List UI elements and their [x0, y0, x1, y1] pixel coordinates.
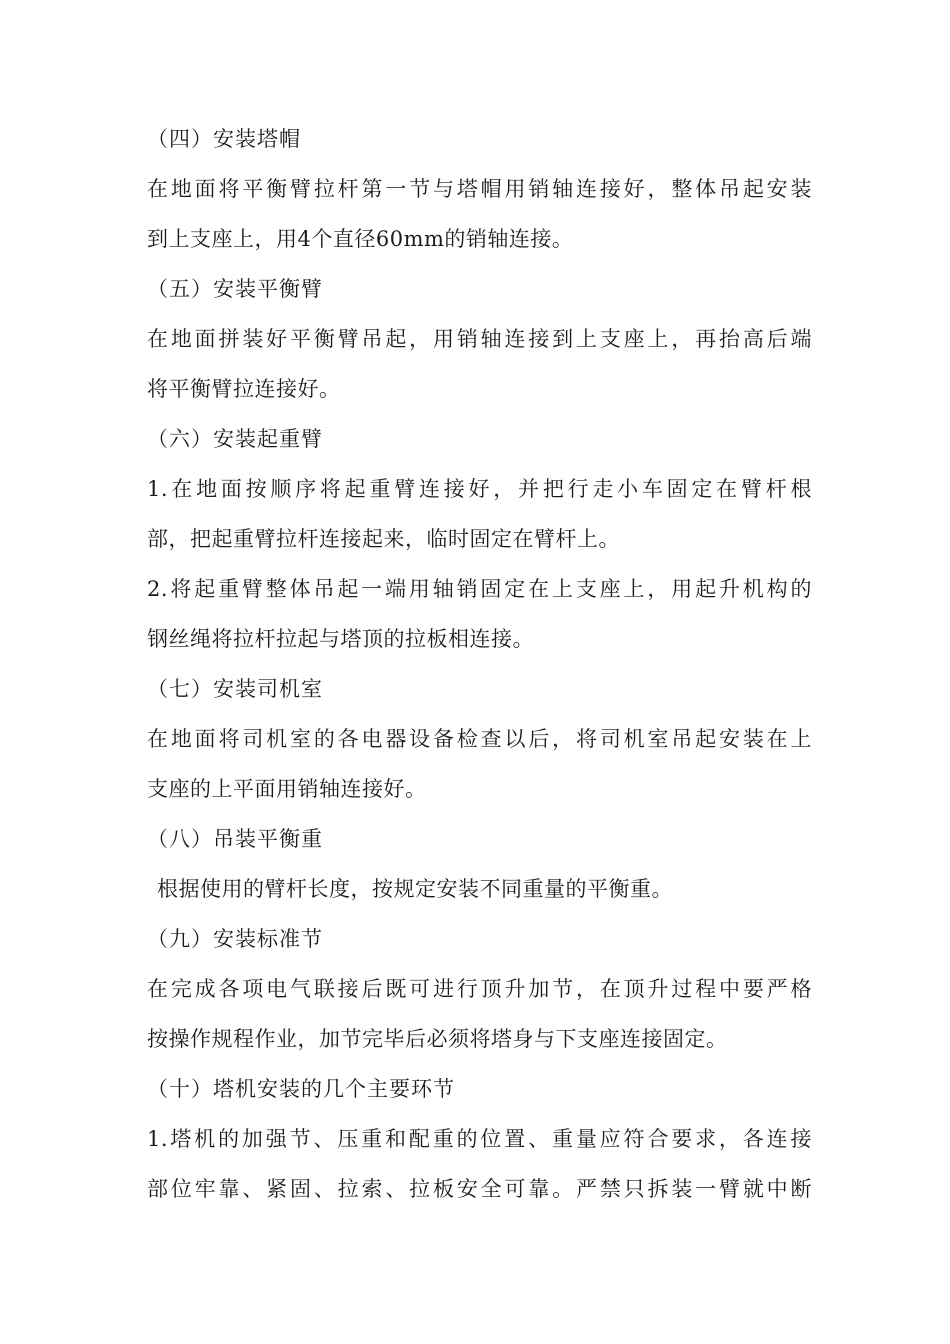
- paragraph-line: 钢丝绳将拉杆拉起与塔顶的拉板相连接。: [147, 627, 534, 651]
- paragraph-line: 根据使用的臂杆长度，按规定安装不同重量的平衡重。: [157, 877, 673, 901]
- section-heading-7: （七）安装司机室: [147, 677, 323, 701]
- section-heading-4: （四）安装塔帽: [147, 127, 301, 151]
- paragraph-line: 按操作规程作业，加节完毕后必须将塔身与下支座连接固定。: [147, 1027, 728, 1051]
- paragraph-line: 在地面将司机室的各电器设备检查以后，将司机室吊起安装在上: [147, 727, 812, 751]
- paragraph-line: 部，把起重臂拉杆连接起来，临时固定在臂杆上。: [147, 527, 620, 551]
- section-heading-10: （十）塔机安装的几个主要环节: [147, 1077, 455, 1101]
- paragraph-line: 在地面拼装好平衡臂吊起，用销轴连接到上支座上，再抬高后端: [147, 327, 812, 351]
- paragraph-line: 将平衡臂拉连接好。: [147, 377, 341, 401]
- paragraph-line: 到上支座上，用4个直径60mm的销轴连接。: [147, 227, 574, 251]
- document-body: [147, 114, 812, 1214]
- section-heading-8: （八）吊装平衡重: [147, 827, 323, 851]
- section-heading-5: （五）安装平衡臂: [147, 277, 323, 301]
- section-heading-9: （九）安装标准节: [147, 927, 323, 951]
- paragraph-line: 2.将起重臂整体吊起一端用轴销固定在上支座上，用起升机构的: [147, 577, 812, 601]
- paragraph-line: 支座的上平面用销轴连接好。: [147, 777, 427, 801]
- paragraph-line: 在完成各项电气联接后既可进行顶升加节，在顶升过程中要严格: [147, 977, 812, 1001]
- paragraph-line: 在地面将平衡臂拉杆第一节与塔帽用销轴连接好，整体吊起安装: [147, 177, 812, 201]
- paragraph-line: 1.塔机的加强节、压重和配重的位置、重量应符合要求，各连接: [147, 1127, 812, 1151]
- paragraph-line: 1.在地面按顺序将起重臂连接好，并把行走小车固定在臂杆根: [147, 477, 812, 501]
- section-heading-6: （六）安装起重臂: [147, 427, 323, 451]
- paragraph-line: 部位牢靠、紧固、拉索、拉板安全可靠。严禁只拆装一臂就中断: [147, 1177, 812, 1201]
